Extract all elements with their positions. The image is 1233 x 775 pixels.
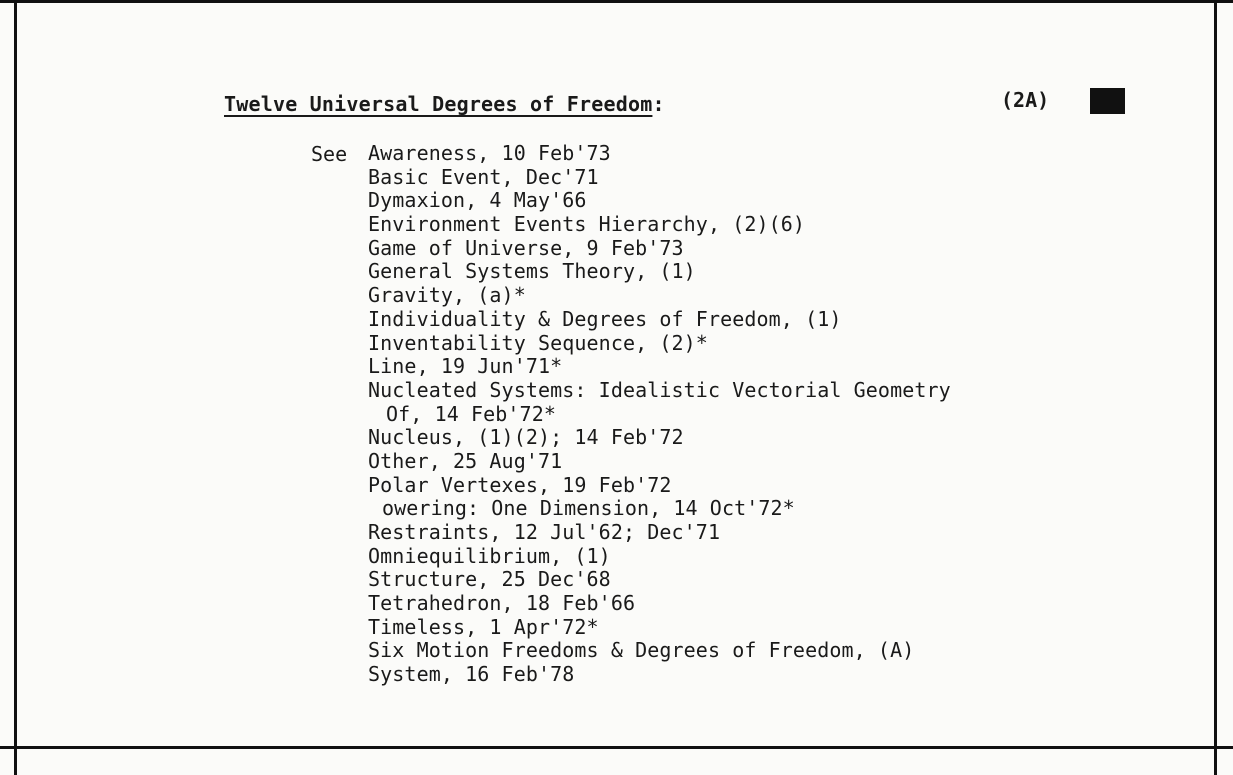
- list-item: Dymaxion, 4 May'66: [368, 188, 587, 213]
- list-item: Timeless, 1 Apr'72*: [368, 614, 599, 639]
- card-heading: [224, 92, 665, 116]
- list-item-continuation: Of, 14 Feb'72*: [386, 401, 556, 426]
- list-item: Inventability Sequence, (2)*: [368, 330, 708, 355]
- top-border-line: [0, 0, 1233, 3]
- list-item: Environment Events Hierarchy, (2)(6): [368, 212, 806, 237]
- bottom-border-line: [0, 746, 1233, 749]
- list-item: Nucleus, (1)(2); 14 Feb'72: [368, 425, 684, 450]
- list-item: Individuality & Degrees of Freedom, (1): [368, 306, 842, 331]
- heading-title: Twelve Universal Degrees of Freedom: [224, 92, 653, 116]
- list-item: Basic Event, Dec'71: [368, 164, 599, 189]
- list-item: Six Motion Freedoms & Degrees of Freedom, (A): [368, 638, 915, 663]
- list-item: Other, 25 Aug'71: [368, 448, 563, 473]
- see-label: See: [311, 142, 348, 166]
- list-item: Restraints, 12 Jul'62; Dec'71: [368, 520, 721, 544]
- list-item: Nucleated Systems: Idealistic Vectorial Geometry: [368, 377, 951, 402]
- list-item: Polar Vertexes, 19 Feb'72: [368, 472, 672, 497]
- right-border-line: [1214, 0, 1217, 775]
- list-item: Gravity, (a)*: [368, 283, 526, 308]
- list-item: General Systems Theory, (1): [368, 259, 696, 284]
- list-item: Awareness, 10 Feb'73: [368, 141, 611, 165]
- list-item: System, 16 Feb'78: [368, 662, 575, 687]
- list-item: Line, 19 Jun'71*: [368, 354, 563, 379]
- list-item: Omniequilibrium, (1): [368, 543, 611, 568]
- list-item: Game of Universe, 9 Feb'73: [368, 235, 684, 260]
- black-tab-marker: [1090, 88, 1125, 114]
- list-item: Tetrahedron, 18 Feb'66: [368, 591, 636, 616]
- heading-colon: :: [652, 92, 665, 116]
- left-border-line: [14, 0, 17, 775]
- list-item: Structure, 25 Dec'68: [368, 567, 611, 592]
- card-code: (2A): [1001, 88, 1050, 112]
- cross-reference-list: [368, 142, 951, 687]
- list-item: owering: One Dimension, 14 Oct'72*: [382, 496, 795, 521]
